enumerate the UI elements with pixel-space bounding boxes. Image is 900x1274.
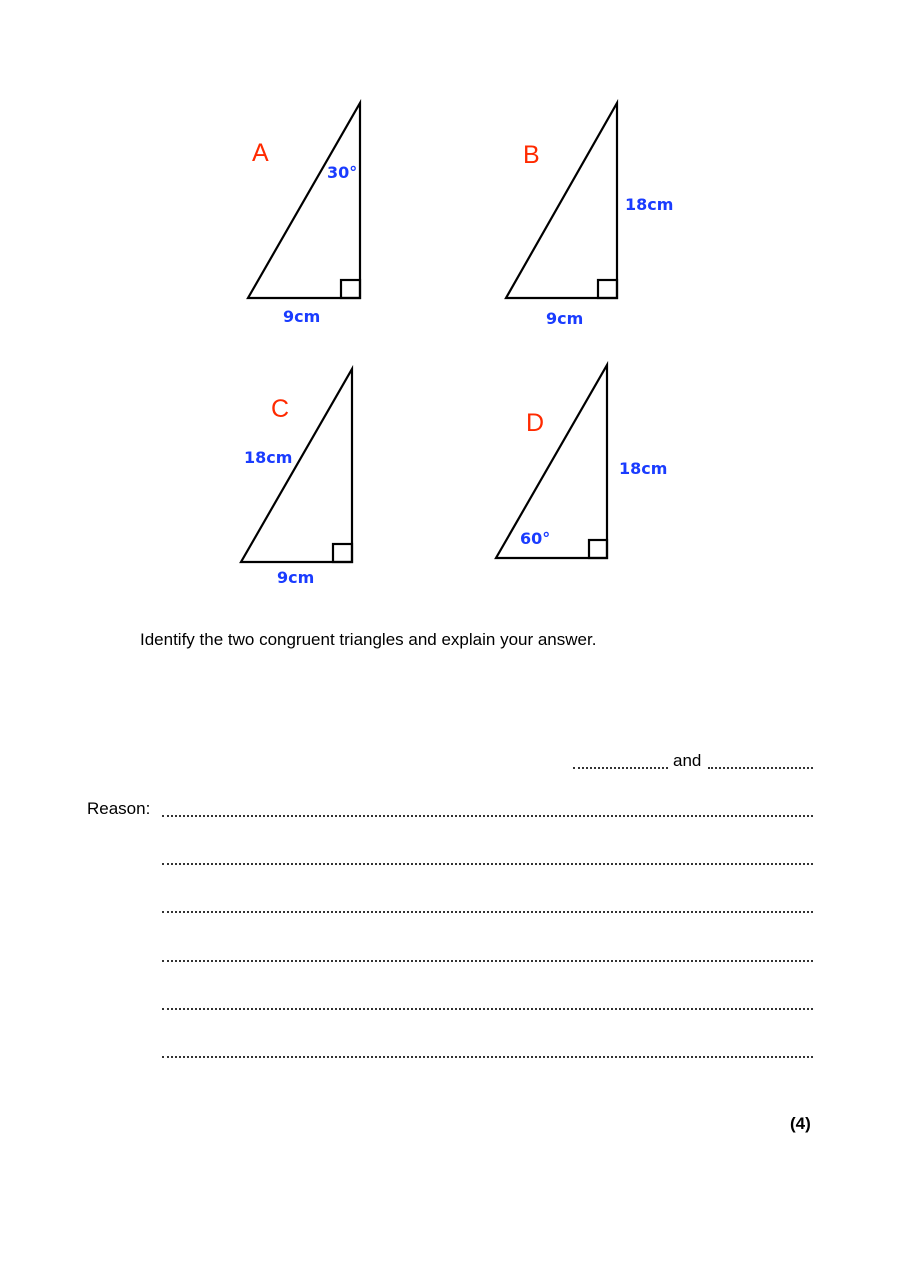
reason-line-2[interactable] bbox=[162, 863, 813, 865]
triangle-c bbox=[241, 369, 352, 587]
reason-line-6[interactable] bbox=[162, 1056, 813, 1058]
answer-blank-2[interactable] bbox=[708, 767, 813, 769]
answer-connector: and bbox=[673, 751, 702, 770]
reason-line-3[interactable] bbox=[162, 911, 813, 913]
question-text: Identify the two congruent triangles and explain your answer. bbox=[140, 630, 597, 649]
marks-label: (4) bbox=[790, 1114, 811, 1133]
triangles-figure bbox=[0, 0, 900, 620]
triangle-a-letter: A bbox=[252, 139, 269, 167]
triangle-a-base-label: 9cm bbox=[283, 307, 321, 326]
triangle-d bbox=[496, 365, 667, 558]
triangle-d-side-label: 18cm bbox=[619, 459, 668, 478]
triangle-b-side-label: 18cm bbox=[625, 195, 674, 214]
reason-line-4[interactable] bbox=[162, 960, 813, 962]
triangle-b-letter: B bbox=[523, 141, 540, 169]
triangle-c-hyp-label: 18cm bbox=[244, 448, 293, 467]
reason-line-1[interactable] bbox=[162, 815, 813, 817]
triangle-c-base-label: 9cm bbox=[277, 568, 315, 587]
triangle-d-angle-label: 60° bbox=[520, 529, 551, 548]
right-angle-marker bbox=[589, 540, 607, 558]
right-angle-marker bbox=[341, 280, 360, 298]
triangle-a-shape bbox=[248, 103, 360, 298]
triangle-b bbox=[506, 103, 673, 328]
answer-blank-1[interactable] bbox=[573, 767, 668, 769]
triangle-a-angle-label: 30° bbox=[327, 163, 358, 182]
triangle-d-shape bbox=[496, 365, 607, 558]
right-angle-marker bbox=[598, 280, 617, 298]
triangle-a bbox=[248, 103, 360, 326]
triangle-d-letter: D bbox=[526, 409, 545, 437]
right-angle-marker bbox=[333, 544, 352, 562]
reason-line-5[interactable] bbox=[162, 1008, 813, 1010]
triangle-b-shape bbox=[506, 103, 617, 298]
triangle-c-letter: C bbox=[271, 395, 290, 423]
reason-label: Reason: bbox=[87, 799, 151, 818]
triangle-b-base-label: 9cm bbox=[546, 309, 584, 328]
